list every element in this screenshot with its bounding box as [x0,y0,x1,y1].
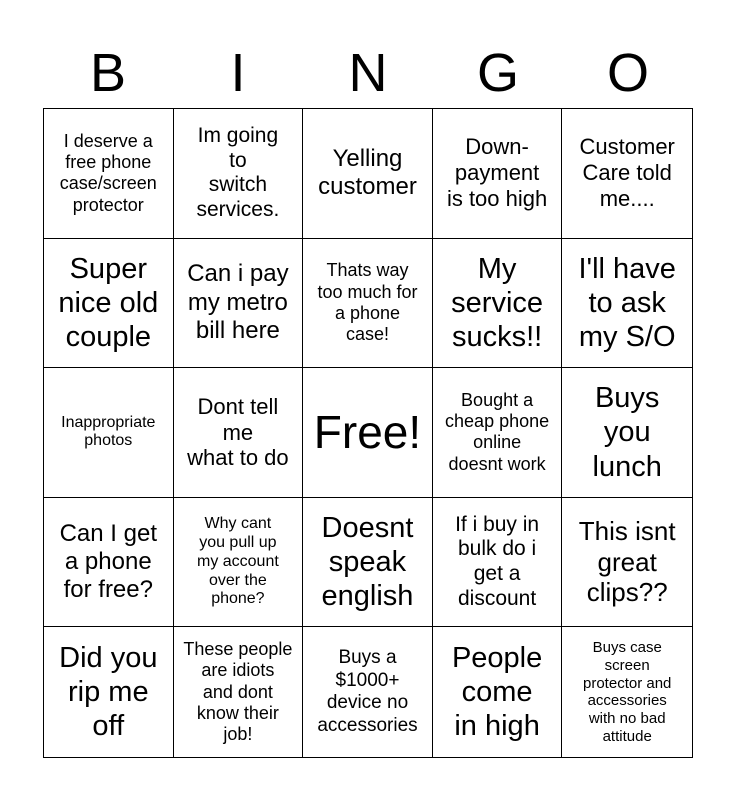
bingo-cell[interactable] [433,498,563,628]
header-letter-n: N [348,43,388,103]
cell-text: Buys a $1000+ device no accessories [317,647,418,736]
bingo-board [43,108,693,758]
cell-text: Doesnt speak english [321,511,414,613]
cell-text: Buys case screen protector and accessories with no bad attitude [583,639,672,745]
bingo-cell[interactable] [562,498,692,628]
bingo-cell[interactable] [303,239,433,369]
bingo-cell[interactable] [174,239,304,369]
cell-text: Super nice old couple [58,252,159,353]
bingo-cell[interactable] [174,109,304,239]
header-letter-i: I [230,43,246,103]
cell-text: I'll have to ask my S/O [578,252,676,353]
cell-text: Yelling customer [318,144,417,201]
cell-text: Can I get a phone for free? [59,519,157,604]
bingo-cell[interactable] [44,627,174,757]
bingo-cell[interactable] [44,109,174,239]
cell-text: Down- payment is too high [446,134,548,212]
bingo-cell[interactable] [44,498,174,628]
bingo-cell[interactable] [562,368,692,498]
bingo-cell[interactable] [303,109,433,239]
bingo-cell[interactable] [562,239,692,369]
header-letter-o: O [606,43,649,103]
cell-text: Thats way too much for a phone case! [317,260,418,345]
bingo-cell[interactable] [433,627,563,757]
bingo-cell[interactable] [562,627,692,757]
bingo-cell[interactable] [433,368,563,498]
cell-text: Buys you lunch [592,382,662,483]
bingo-cell[interactable] [433,239,563,369]
cell-text: I deserve a free phone case/screen protector [59,130,157,215]
header-letter-b: B [89,43,127,103]
cell-text: If i buy in bulk do i get a discount [455,512,540,610]
bingo-cell[interactable] [303,627,433,757]
cell-text: Customer Care told me.... [579,134,675,212]
bingo-cell[interactable] [44,368,174,498]
bingo-cell[interactable] [562,109,692,239]
cell-text: Inappropriate photos [61,413,156,450]
header-letter-g: G [476,43,519,103]
cell-text: This isnt great clips?? [578,516,676,608]
cell-text: These people are idiots and dont know their job! [183,639,293,745]
bingo-cell free-space[interactable] [303,368,433,498]
cell-text: Dont tell me what to do [187,393,289,471]
cell-text: Why cant you pull up my account over the phone? [196,514,279,608]
cell-text: My service sucks!! [451,252,544,353]
cell-text: Can i pay my metro bill here [187,260,289,345]
bingo-cell[interactable] [303,498,433,628]
bingo-cell[interactable] [174,627,304,757]
cell-text: People come in high [451,641,543,743]
bingo-cell[interactable] [44,239,174,369]
bingo-cell[interactable] [433,109,563,239]
cell-text: Did you rip me off [59,641,158,743]
bingo-cell[interactable] [174,498,304,628]
cell-text: Im going to switch services. [196,123,280,222]
bingo-header [43,38,693,108]
free-space-text: Free! [313,406,422,459]
cell-text: Bought a cheap phone online doesnt work [445,390,550,474]
bingo-cell[interactable] [174,368,304,498]
